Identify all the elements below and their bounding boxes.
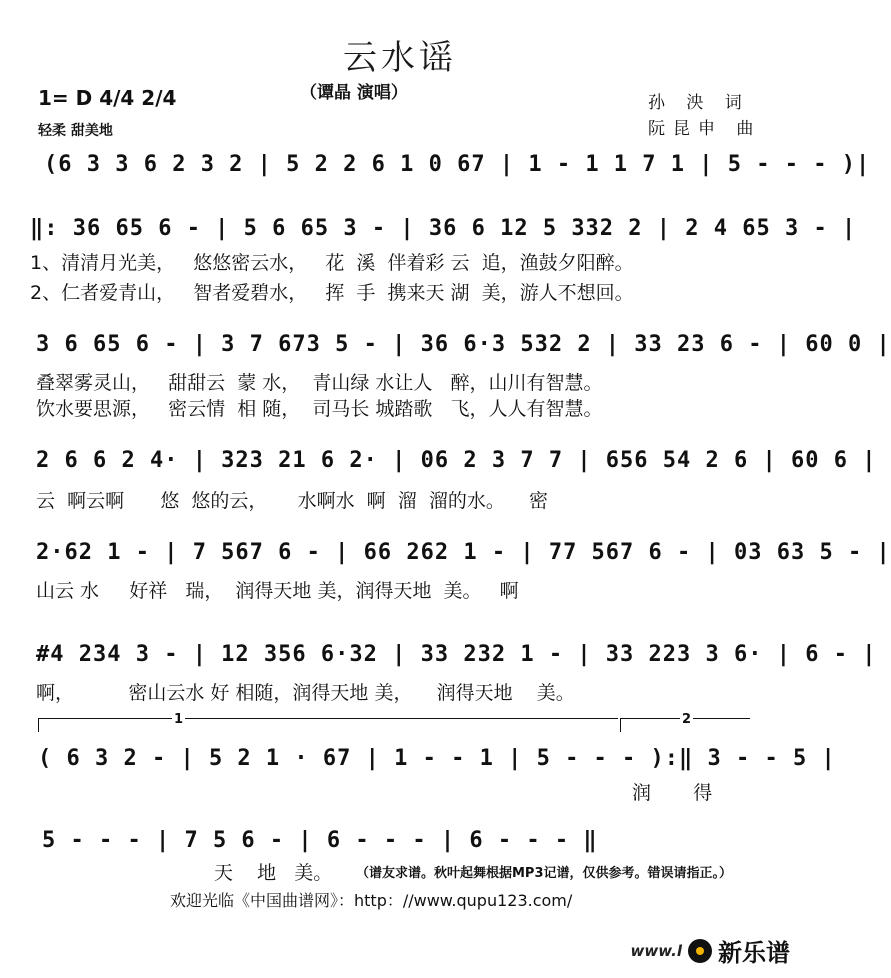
score-line-3-lyric-2: 饮水要思源， 密云情 相 随， 司马长 城踏歌 飞，人人有智慧。 [36, 398, 603, 420]
logo-www-text: www.l [630, 941, 682, 960]
score-line-6-notes: #4 234 3 - | 12 356 6·32 | 33 232 1 - | 33 223 3 6· | 6 - | [36, 642, 877, 667]
score-line-2-lyric-2: 2、仁者爱青山， 智者爱碧水， 挥 手 携来天 湖 美，游人不想回。 [30, 282, 634, 304]
tempo-marking: 轻柔 甜美地 [38, 123, 113, 139]
score-line-1-notes: (6 3 3 6 2 3 2 | 5 2 2 6 1 0 67 | 1 - 1 1 7 1 | 5 - - - )| [44, 152, 871, 177]
volta-1-bracket [38, 718, 618, 719]
score-line-4-notes: 2 6 6 2 4· | 323 21 6 2· | 06 2 3 7 7 | 656 54 2 6 | 60 6 | [36, 448, 877, 473]
score-line-7-lyric-1: 润 得 [632, 782, 713, 804]
volta-2-label: 2 [682, 712, 692, 727]
score-line-2-lyric-1: 1、清清月光美， 悠悠密云水， 花 溪 伴着彩 云 追，渔鼓夕阳醉。 [30, 252, 634, 274]
volta-1-left-tick [38, 718, 39, 732]
transcription-note: （谱友求谱。秋叶起舞根据MP3记谱，仅供参考。错误请指正。） [356, 866, 733, 881]
score-line-8-notes: 5 - - - | 7 5 6 - | 6 - - - | 6 - - - ‖ [42, 828, 598, 853]
composer-credit: 阮昆申 曲 [648, 119, 762, 139]
key-signature: 1= D 4/4 2/4 [38, 86, 177, 110]
score-line-5-lyric-1: 山云 水 好祥 瑞， 润得天地 美，润得天地 美。 啊 [36, 580, 519, 602]
score-line-3-notes: 3 6 65 6 - | 3 7 673 5 - | 36 6·3 532 2 | 33 23 6 - | 60 0 | [36, 332, 891, 357]
score-line-8-lyric-1: 天 地 美。 [214, 862, 333, 884]
volta-1-label: 1 [174, 712, 184, 727]
score-line-3-lyric-1: 叠翠雾灵山， 甜甜云 蒙 水， 青山绿 水让人 醉，山川有智慧。 [36, 372, 603, 394]
singer-credit: （谭晶 演唱） [300, 83, 408, 103]
lyricist-credit: 孙 泱 词 [648, 93, 750, 113]
song-title: 云水谣 [343, 38, 457, 78]
record-disc-icon [688, 939, 712, 963]
score-line-4-lyric-1: 云 啊云啊 悠 悠的云， 水啊水 啊 溜 溜的水。 密 [36, 490, 548, 512]
score-line-5-notes: 2·62 1 - | 7 567 6 - | 66 262 1 - | 77 567 6 - | 03 63 5 - | [36, 540, 891, 565]
score-line-2-notes: ‖: 36 65 6 - | 5 6 65 3 - | 36 6 12 5 332 2 | 2 4 65 3 - | [30, 216, 857, 241]
site-welcome-footer: 欢迎光临《中国曲谱网》：http：//www.qupu123.com/ [170, 891, 573, 910]
score-line-6-lyric-1: 啊， 密山云水 好 相随，润得天地 美， 润得天地 美。 [36, 682, 575, 704]
score-line-7-notes: ( 6 3 2 - | 5 2 1 · 67 | 1 - - 1 | 5 - - - ):‖ 3 - - 5 | [38, 746, 836, 771]
volta-2-left-tick [620, 718, 621, 732]
site-logo [631, 933, 790, 968]
logo-brand-text: 新乐谱 [718, 939, 790, 967]
